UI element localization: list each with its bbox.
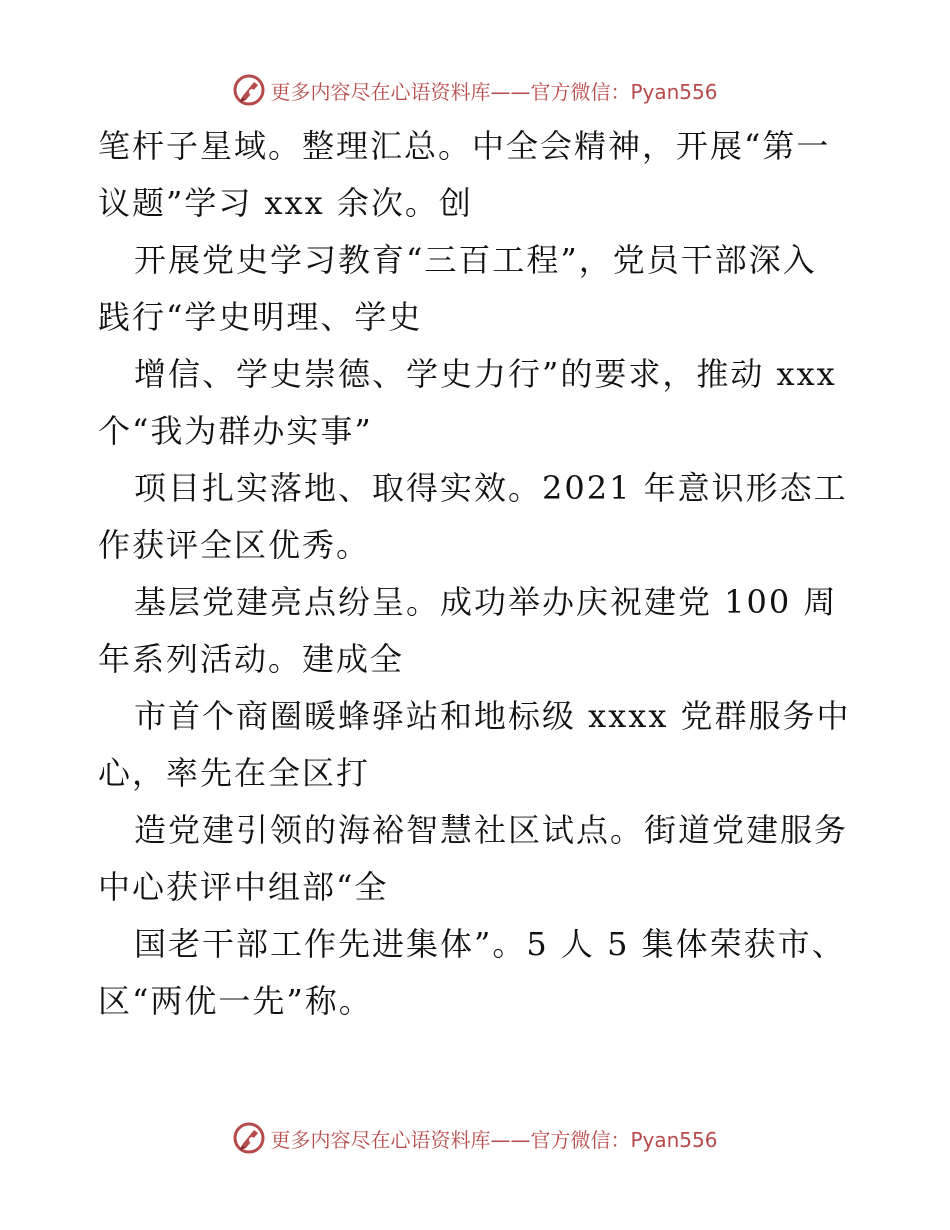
text-line: 增信、学史崇德、学史力行”的要求，推动 xxx xyxy=(134,355,837,393)
header-title: 更多内容尽在心语资料库 xyxy=(270,79,491,104)
pen-logo-icon xyxy=(232,1121,266,1155)
header-banner xyxy=(0,70,950,110)
text-line: 基层党建亮点纷呈。成功举办庆祝建党 100 周 xyxy=(134,583,838,621)
header-wechat: 官方微信：Pyan556 xyxy=(530,79,718,104)
footer-separator: —— xyxy=(490,1127,531,1152)
text-line: 中心获评中组部“全 xyxy=(98,868,389,906)
text-line: 年系列活动。建成全 xyxy=(98,640,405,678)
pen-logo-icon xyxy=(232,73,266,107)
footer-banner-text xyxy=(270,1124,717,1153)
text-line: 笔杆子星域。整理汇总。中全会精神，开展“第一 xyxy=(98,127,831,165)
footer-banner xyxy=(0,1118,950,1158)
text-line: 区“两优一先”称。 xyxy=(98,982,373,1020)
text-line: 个“我为群办实事” xyxy=(98,412,373,450)
header-banner-text xyxy=(270,76,717,105)
text-line: 心，率先在全区打 xyxy=(98,754,371,792)
text-line: 践行“学史明理、学史 xyxy=(98,298,423,336)
text-line: 议题”学习 xxx 余次。创 xyxy=(98,184,473,222)
document-body xyxy=(98,118,858,1030)
header-separator: —— xyxy=(490,79,531,104)
text-line: 市首个商圈暖蜂驿站和地标级 xxxx 党群服务中 xyxy=(134,697,851,735)
text-line: 项目扎实落地、取得实效。2021 年意识形态工 xyxy=(134,469,848,507)
text-line: 作获评全区优秀。 xyxy=(98,526,371,564)
text-line: 造党建引领的海裕智慧社区试点。街道党建服务 xyxy=(134,811,849,849)
text-line: 开展党史学习教育“三百工程”，党员干部深入 xyxy=(134,241,817,279)
footer-title: 更多内容尽在心语资料库 xyxy=(270,1127,491,1152)
footer-wechat: 官方微信：Pyan556 xyxy=(530,1127,718,1152)
text-line: 国老干部工作先进集体”。5 人 5 集体荣获市、 xyxy=(134,925,846,963)
